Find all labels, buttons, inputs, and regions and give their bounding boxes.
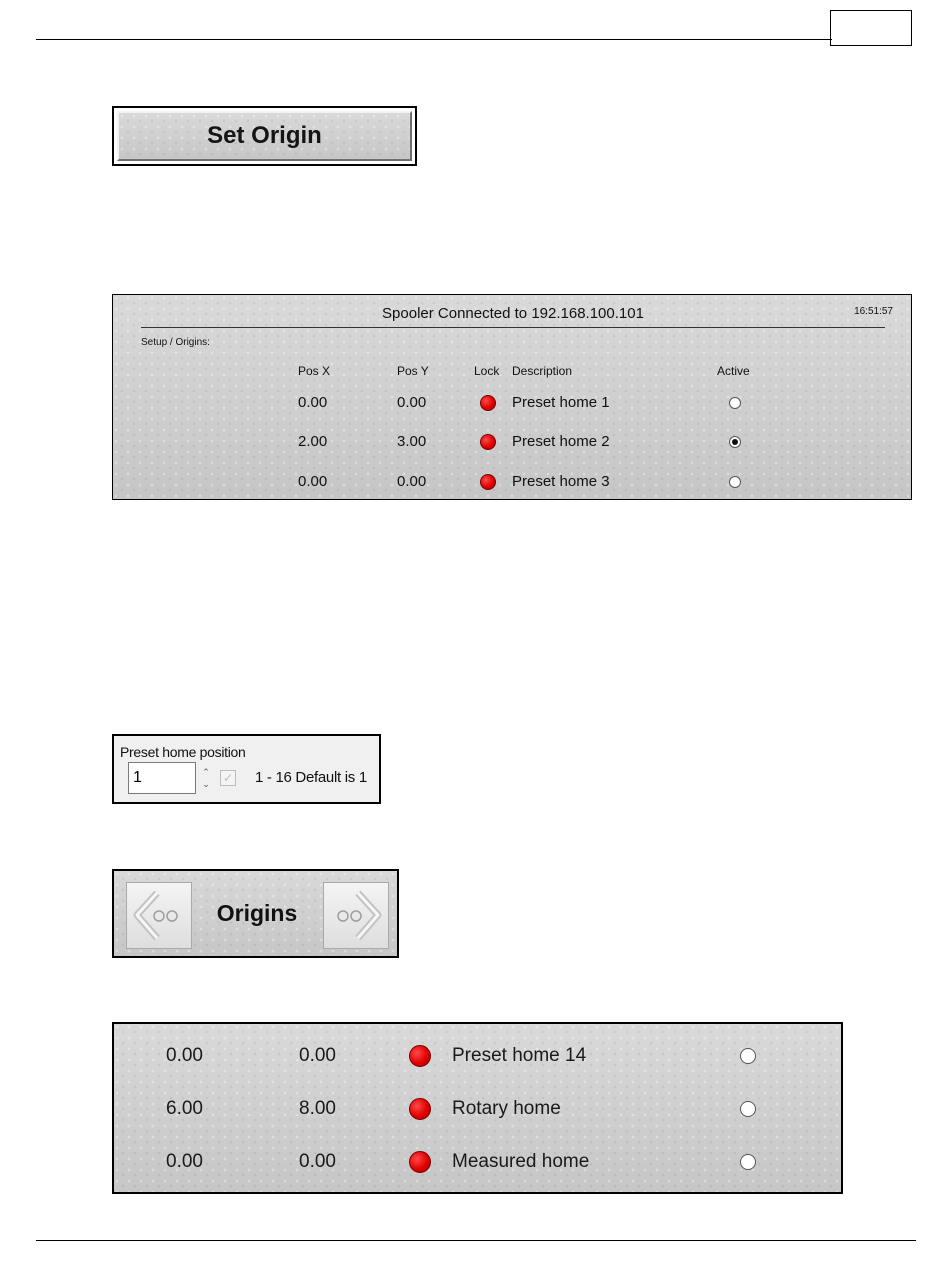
default-checkbox[interactable]: ✓ (220, 770, 236, 786)
table-row (113, 430, 913, 454)
set-origin-figure (112, 106, 417, 166)
next-button[interactable] (323, 882, 389, 949)
description-value: Rotary home (452, 1098, 561, 1119)
description-value: Preset home 3 (512, 473, 610, 490)
set-origin-button[interactable]: Set Origin (117, 111, 412, 161)
header-rule (36, 39, 832, 40)
col-header-pos-y: Pos Y (397, 364, 429, 378)
pos-y-value: 0.00 (397, 473, 427, 490)
lock-indicator-icon[interactable] (409, 1151, 431, 1173)
description-value: Preset home 14 (452, 1045, 587, 1066)
pos-x-value: 2.00 (298, 433, 328, 450)
table-row (114, 1042, 841, 1066)
spinner-arrows-icon[interactable]: ⌃ ⌄ (202, 767, 210, 789)
preset-home-group (112, 734, 381, 804)
pos-x-value: 0.00 (166, 1045, 203, 1066)
preset-home-input[interactable] (128, 762, 196, 794)
table-row (114, 1148, 841, 1172)
page-number-box (830, 10, 912, 46)
origins-list-panel (112, 1022, 843, 1194)
pos-x-value: 0.00 (166, 1151, 203, 1172)
chevron-right-icon (324, 883, 388, 948)
origins-title: Origins (216, 900, 298, 926)
previous-button[interactable] (126, 882, 192, 949)
preset-home-label: Preset home position (120, 744, 246, 760)
lock-indicator-icon[interactable] (480, 395, 496, 411)
active-radio[interactable] (740, 1154, 756, 1170)
pos-y-value: 0.00 (397, 394, 427, 411)
active-radio[interactable] (729, 436, 741, 448)
col-header-active: Active (717, 364, 750, 378)
table-row (114, 1095, 841, 1119)
connection-status: Spooler Connected to 192.168.100.101 (382, 305, 644, 322)
pos-x-value: 0.00 (298, 394, 328, 411)
pos-x-value: 6.00 (166, 1098, 203, 1119)
pos-y-value: 3.00 (397, 433, 427, 450)
active-radio[interactable] (729, 397, 741, 409)
lock-indicator-icon[interactable] (480, 434, 496, 450)
col-header-lock: Lock (474, 364, 500, 378)
lock-indicator-icon[interactable] (480, 474, 496, 490)
table-row (113, 470, 913, 494)
description-value: Measured home (452, 1151, 590, 1172)
clock: 16:51:57 (854, 306, 893, 317)
description-value: Preset home 1 (512, 394, 610, 411)
active-radio[interactable] (740, 1101, 756, 1117)
col-header-pos-x: Pos X (298, 364, 331, 378)
table-row (113, 391, 913, 415)
origins-setup-panel (112, 294, 912, 500)
chevron-left-icon (127, 883, 191, 948)
footer-rule (36, 1240, 916, 1241)
pos-y-value: 8.00 (299, 1098, 336, 1119)
pos-y-value: 0.00 (299, 1045, 336, 1066)
lock-indicator-icon[interactable] (409, 1098, 431, 1120)
breadcrumb: Setup / Origins: (141, 337, 210, 348)
pos-y-value: 0.00 (299, 1151, 336, 1172)
col-header-description: Description (512, 364, 573, 378)
active-radio[interactable] (740, 1048, 756, 1064)
active-radio[interactable] (729, 476, 741, 488)
lock-indicator-icon[interactable] (409, 1045, 431, 1067)
origins-navigation (112, 869, 399, 958)
title-divider (141, 327, 885, 328)
pos-x-value: 0.00 (298, 473, 328, 490)
preset-home-hint: 1 - 16 Default is 1 (255, 769, 367, 786)
description-value: Preset home 2 (512, 433, 610, 450)
